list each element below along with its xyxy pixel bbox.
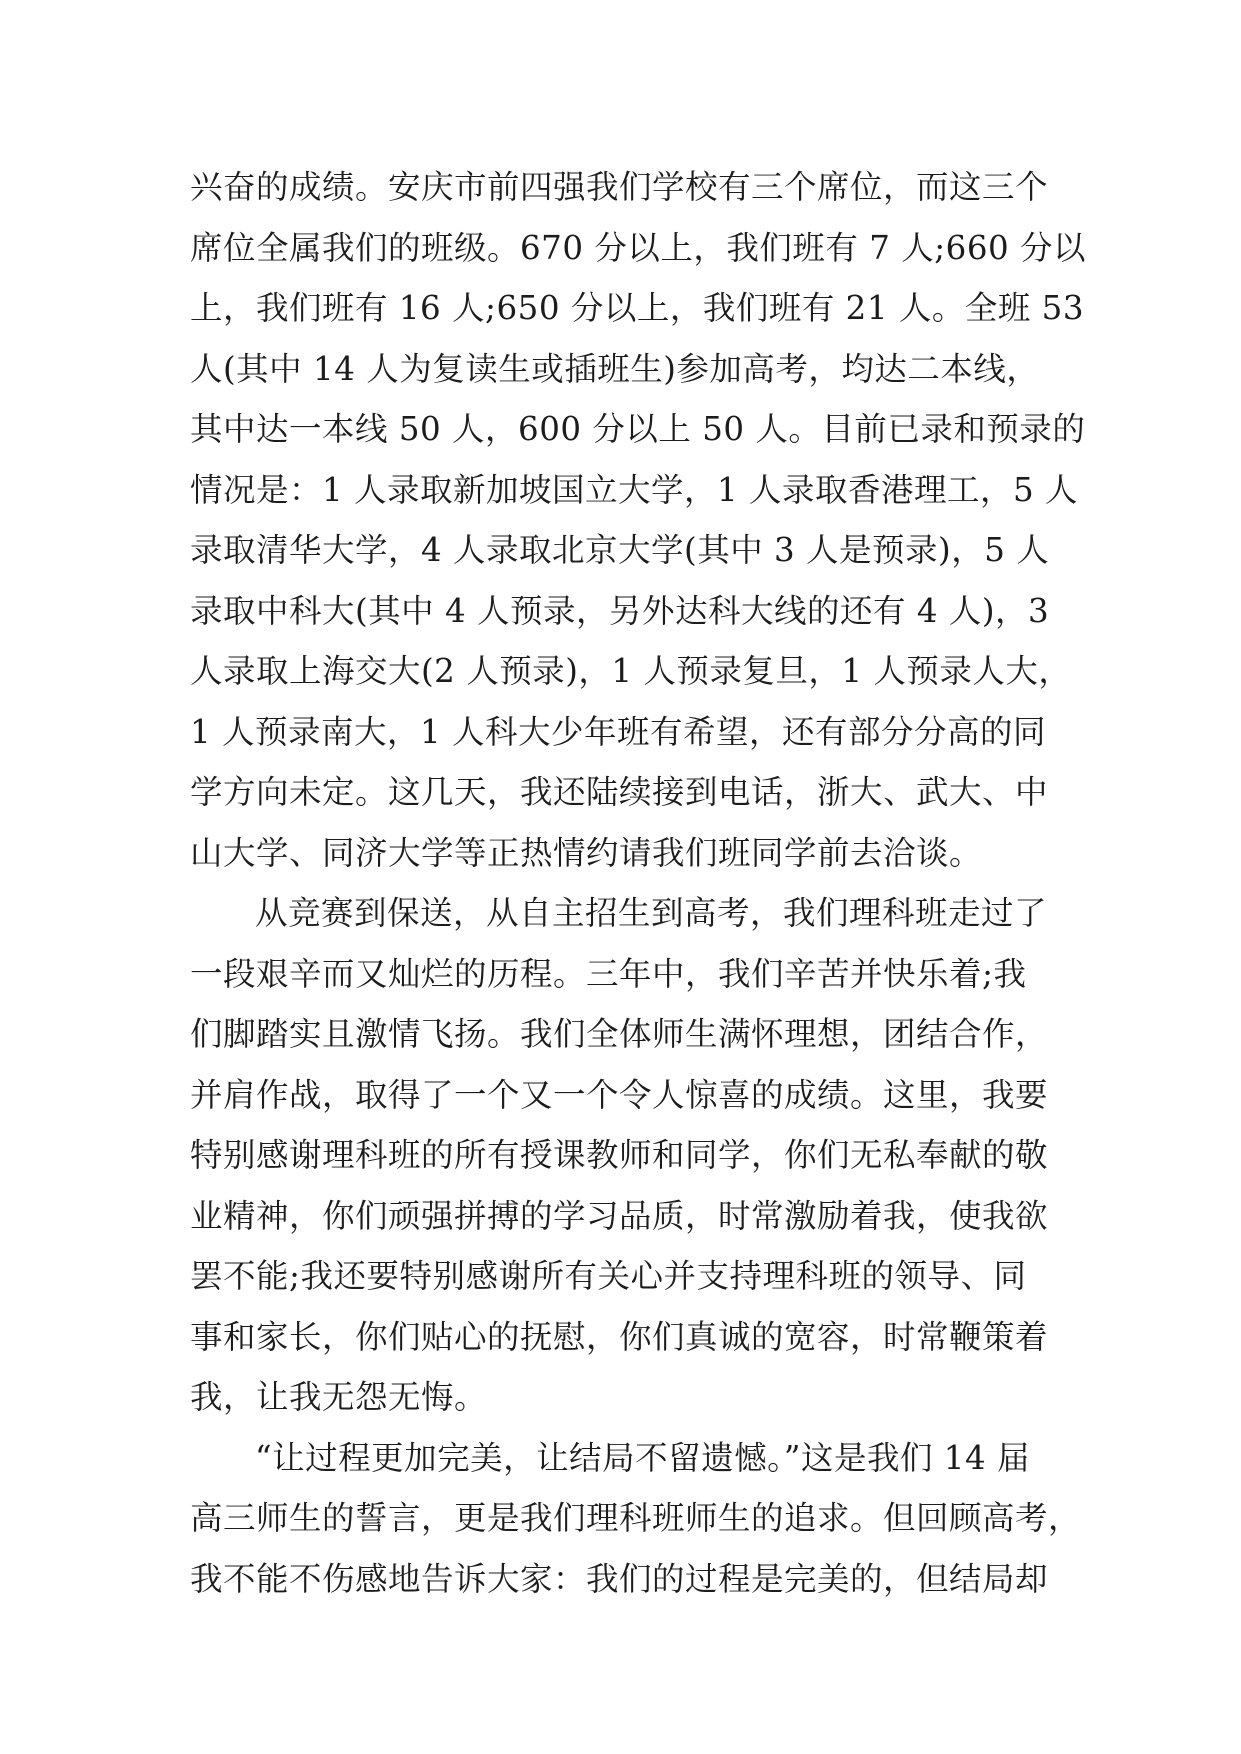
text-line: 特别感谢理科班的所有授课教师和同学，你们无私奉献的敬: [190, 1136, 1049, 1174]
text-line: 录取清华大学，4 人录取北京大学(其中 3 人是预录)，5 人: [190, 531, 1050, 569]
text-line: 高三师生的誓言，更是我们理科班师生的追求。但回顾高考，: [190, 1499, 1082, 1537]
text-line: 罢不能;我还要特别感谢所有关心并支持理科班的领导、同: [190, 1257, 1027, 1295]
paragraph-3: [190, 1428, 1082, 1610]
text-line: 录取中科大(其中 4 人预录，另外达科大线的还有 4 人)，3: [190, 591, 1050, 630]
text-line: “让过程更加完美，让结局不留遗憾。”这是我们 14 届: [255, 1438, 1030, 1477]
text-line: 事和家长，你们贴心的抚慰，你们真诚的宽容，时常鞭策着: [190, 1317, 1049, 1356]
text-line: 我不能不伤感地告诉大家：我们的过程是完美的，但结局却: [190, 1559, 1049, 1598]
text-line: 并肩作战，取得了一个又一个令人惊喜的成绩。这里，我要: [190, 1075, 1049, 1114]
text-line: 我，让我无怨无悔。: [190, 1378, 488, 1416]
text-line: 山大学、同济大学等正热情约请我们班同学前去洽谈。: [190, 833, 983, 872]
text-line: 学方向未定。这几天，我还陆续接到电话，浙大、武大、中: [190, 773, 1049, 811]
paragraph-1: [190, 157, 1087, 883]
text-line: 1 人预录南大，1 人科大少年班有希望，还有部分分高的同: [190, 712, 1047, 751]
text-line: 情况是：1 人录取新加坡国立大学，1 人录取香港理工，5 人: [190, 470, 1079, 509]
text-line: 兴奋的成绩。安庆市前四强我们学校有三个席位，而这三个: [190, 168, 1049, 206]
document-body: [190, 157, 1087, 1609]
text-line: 其中达一本线 50 人，600 分以上 50 人。目前已录和预录的: [190, 410, 1086, 448]
text-line: 业精神，你们顽强拼搏的学习品质，时常激励着我，使我欲: [190, 1196, 1049, 1235]
text-line: 人(其中 14 人为复读生或插班生)参加高考，均达二本线，: [190, 349, 1040, 388]
text-line: 上，我们班有 16 人;650 分以上，我们班有 21 人。全班 53: [190, 289, 1085, 327]
text-line: 席位全属我们的班级。670 分以上，我们班有 7 人;660 分以: [190, 228, 1087, 267]
text-line: 们脚踏实且激情飞扬。我们全体师生满怀理想，团结合作，: [190, 1015, 1049, 1053]
text-line: 从竞赛到保送，从自主招生到高考，我们理科班走过了: [255, 894, 1048, 932]
text-line: 人录取上海交大(2 人预录)，1 人预录复旦，1 人预录人大，: [190, 652, 1072, 690]
text-line: 一段艰辛而又灿烂的历程。三年中，我们辛苦并快乐着;我: [190, 954, 1027, 993]
paragraph-2: [190, 883, 1070, 1428]
